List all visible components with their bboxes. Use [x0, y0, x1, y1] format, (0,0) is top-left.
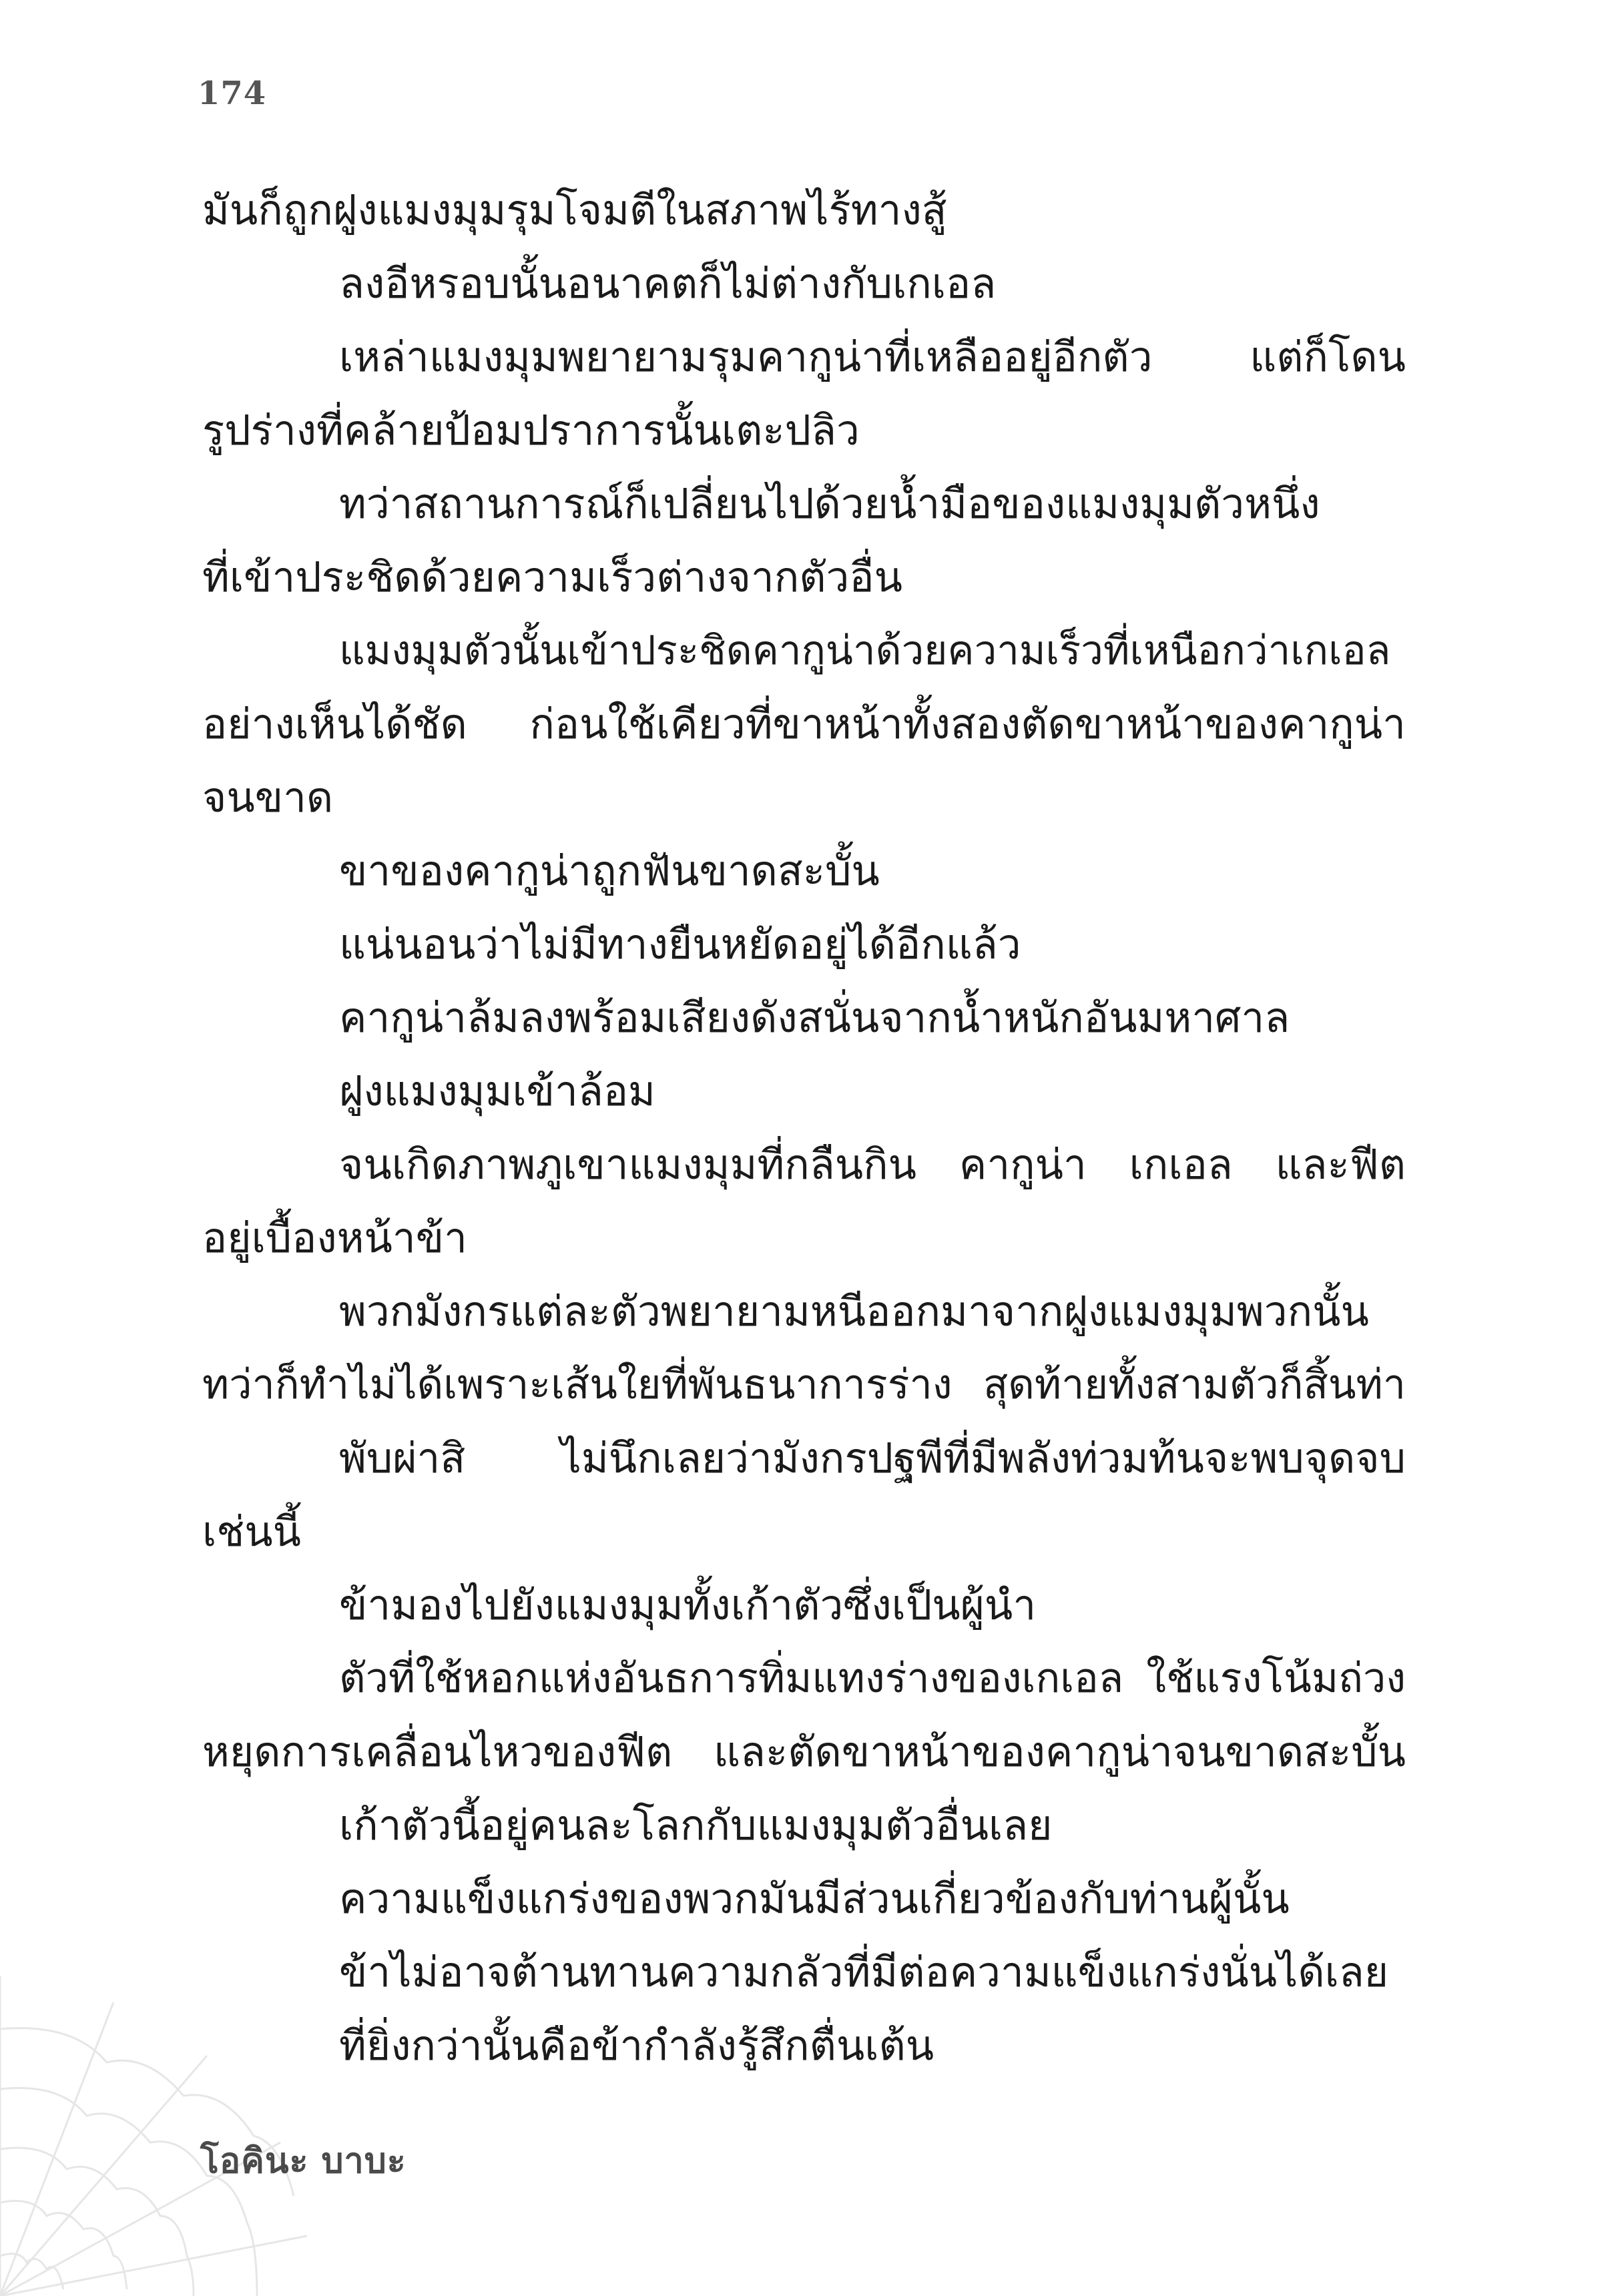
text-line: จนเกิดภาพภูเขาแมงมุมที่กลืนกิน คากูน่า เกเอล และฟีต [339, 1140, 1406, 1189]
text-line: รูปร่างที่คล้ายป้อมปราการนั้นเตะปลิว [202, 406, 860, 455]
text-line: ทว่าสถานการณ์ก็เปลี่ยนไปด้วยน้ำมือของแมงมุมตัวหนึ่ง [339, 479, 1320, 528]
text-line: ข้าไม่อาจต้านทานความกลัวที่มีต่อความแข็งแกร่งนั่นได้เลย [339, 1948, 1389, 1996]
text-line: พวกมังกรแต่ละตัวพยายามหนีออกมาจากฝูงแมงมุมพวกนั้น [339, 1287, 1369, 1336]
footer-author: โอคินะ บาบะ [200, 2141, 407, 2181]
text-line: เก้าตัวนี้อยู่คนละโลกกับแมงมุมตัวอื่นเลย [339, 1801, 1053, 1849]
text-line: หยุดการเคลื่อนไหวของฟีต และตัดขาหน้าของคากูน่าจนขาดสะบั้น [202, 1727, 1406, 1776]
text-line: เหล่าแมงมุมพยายามรุมคากูน่าที่เหลืออยู่อีกตัว แต่ก็โดน [339, 332, 1406, 381]
text-line: ลงอีหรอบนั้นอนาคตก็ไม่ต่างกับเกเอล [339, 259, 997, 308]
text-line: อย่างเห็นได้ชัด ก่อนใช้เคียวที่ขาหน้าทั้งสองตัดขาหน้าของคากูน่า [202, 699, 1406, 748]
text-line: พับผ่าสิ ไม่นึกเลยว่ามังกรปฐพีที่มีพลังท่วมท้นจะพบจุดจบ [339, 1434, 1406, 1482]
text-line: ทว่าก็ทำไม่ได้เพราะเส้นใยที่พันธนาการร่าง สุดท้ายทั้งสามตัวก็สิ้นท่า [202, 1361, 1406, 1408]
text-line: ที่ยิ่งกว่านั้นคือข้ากำลังรู้สึกตื่นเต้น [339, 2021, 934, 2070]
text-line: เช่นนี้ [202, 1507, 302, 1556]
text-line: แน่นอนว่าไม่มีทางยืนหยัดอยู่ได้อีกแล้ว [339, 920, 1021, 968]
text-line: แมงมุมตัวนั้นเข้าประชิดคากูน่าด้วยความเร็วที่เหนือกว่าเกเอล [339, 627, 1391, 674]
text-line: มันก็ถูกฝูงแมงมุมรุมโจมตีในสภาพไร้ทางสู้ [202, 186, 947, 234]
text-line: อยู่เบื้องหน้าข้า [202, 1213, 467, 1262]
body-text [202, 174, 1406, 2082]
text-line: คากูน่าล้มลงพร้อมเสียงดังสนั่นจากน้ำหนักอันมหาศาล [339, 993, 1290, 1042]
text-line: ความแข็งแกร่งของพวกมันมีส่วนเกี่ยวข้องกับท่านผู้นั้น [339, 1874, 1290, 1923]
text-line: ขาของคากูน่าถูกฟันขาดสะบั้น [339, 846, 880, 895]
text-line: ข้ามองไปยังแมงมุมทั้งเก้าตัวซึ่งเป็นผู้นำ [339, 1581, 1037, 1629]
page-number: 174 [198, 75, 267, 112]
text-line: ที่เข้าประชิดด้วยความเร็วต่างจากตัวอื่น [202, 553, 902, 601]
text-line: ตัวที่ใช้หอกแห่งอันธการทิ่มแทงร่างของเกเอล ใช้แรงโน้มถ่วง [339, 1655, 1406, 1702]
text-line: ฝูงแมงมุมเข้าล้อม [339, 1067, 655, 1115]
text-line: จนขาด [202, 773, 334, 822]
